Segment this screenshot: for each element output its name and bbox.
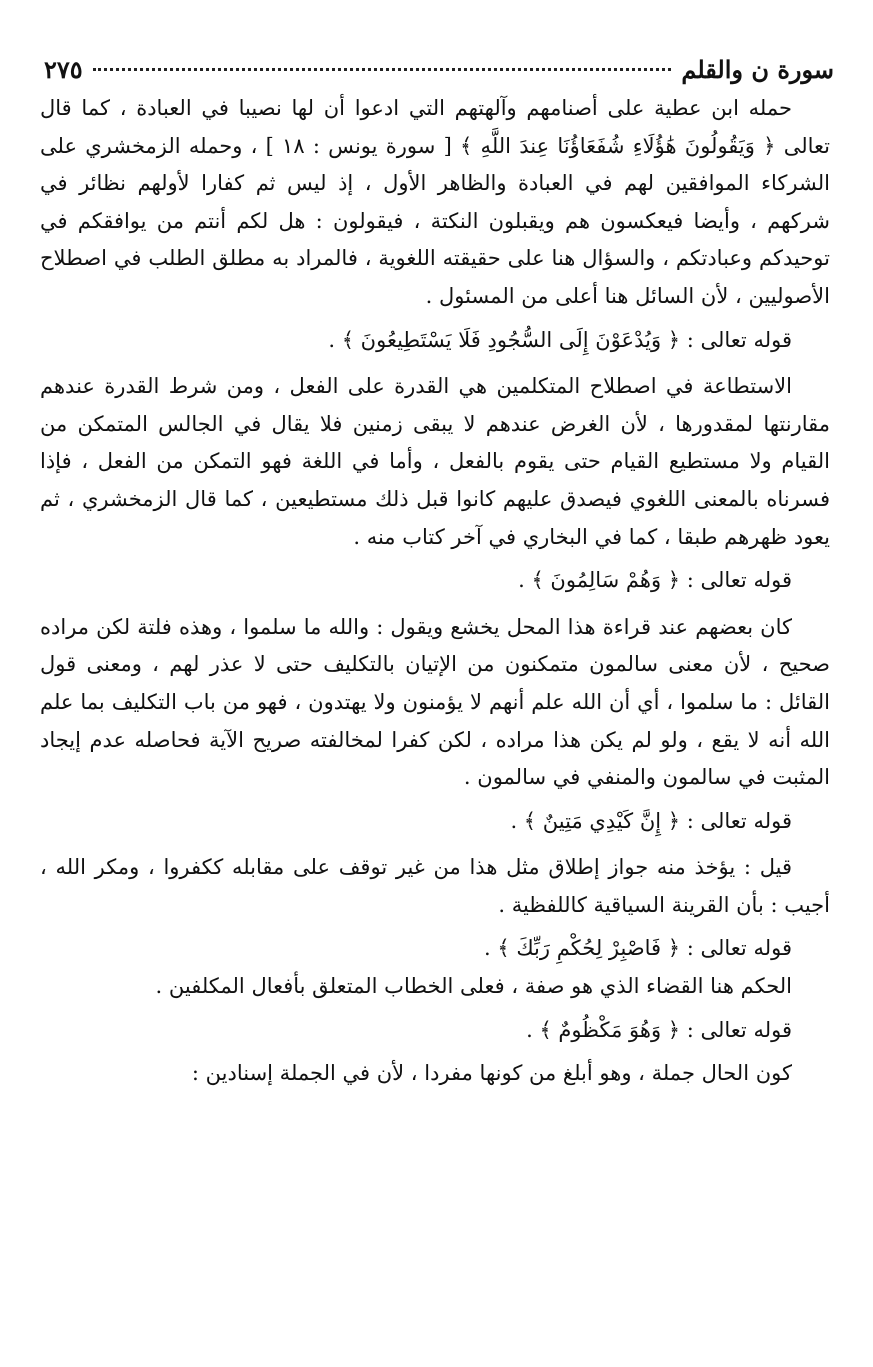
dotted-leader (93, 68, 672, 71)
page-body (40, 90, 830, 1093)
paragraph-2: الاستطاعة في اصطلاح المتكلمين هي القدرة على الفعل ، ومن شرط القدرة عندهم مقارنتها لمقدورها ، لأن الغرض عندهم لا يبقى زمنين فلا يقال في الجالس المتمكن من القيام ولا مستطيع القيام حتى يقوم بالفعل ، وأما في اللغة فهو التمكن من الفعل ، فإذا فسرناه بالمعنى اللغوي فيصدق عليهم كانوا قبل ذلك مستطيعين ، كما قال الزمخشري ، ثم يعود ظهرهم طبقا ، كما في البخاري في آخر كتاب منه . (40, 374, 830, 549)
verse-heading-4: قوله تعالى : ﴿ فَاصْبِرْ لِحُكْمِ رَبِّكَ ﴾ . (484, 936, 792, 961)
paragraph-6: كون الحال جملة ، وهو أبلغ من كونها مفردا ، لأن في الجملة إسنادين : (191, 1061, 792, 1086)
paragraph-5: الحكم هنا القضاء الذي هو صفة ، فعلى الخطاب المتعلق بأفعال المكلفين . (155, 974, 792, 999)
verse-heading-2: قوله تعالى : ﴿ وَهُمْ سَالِمُونَ ﴾ . (518, 568, 792, 593)
surah-title: سورة ن والقلم (681, 54, 834, 84)
paragraph-4: قيل : يؤخذ منه جواز إطلاق مثل هذا من غير توقف على مقابله ككفروا ، ومكر الله ، أجيب : بأن القرينة السياقية كاللفظية . (40, 855, 830, 917)
verse-heading-1: قوله تعالى : ﴿ وَيُدْعَوْنَ إِلَى السُّجُودِ فَلَا يَسْتَطِيعُونَ ﴾ . (328, 327, 792, 352)
paragraph-1: حمله ابن عطية على أصنامهم وآلهتهم التي ادعوا أن لها نصيبا في العبادة ، كما قال تعالى ﴿ وَيَقُولُونَ هَٰؤُلَاءِ شُفَعَاؤُنَا عِندَ اللَّهِ ﴾ [ سورة يونس : ١٨ ] ، وحمله الزمخشري على الشركاء الموافقين لهم في العبادة والظاهر الأول ، إذ ليس ثم كفارا لأولهم نظائر في شركهم ، وأيضا فيعكسون هم ويقبلون النكتة ، فيقولون : هل لكم أنتم من يوافقكم في توحيدكم وعبادتكم ، والسؤال هنا على حقيقته اللغوية ، فالمراد به مطلق الطلب في اصطلاح الأصوليين ، لأن السائل هنا أعلى من المسئول . (40, 96, 830, 308)
page-header (44, 52, 834, 86)
page-number: ٢٧٥ (44, 54, 83, 84)
verse-heading-5: قوله تعالى : ﴿ وَهُوَ مَكْظُومٌ ﴾ . (526, 1017, 792, 1042)
verse-heading-3: قوله تعالى : ﴿ إِنَّ كَيْدِي مَتِينٌ ﴾ . (510, 808, 792, 833)
paragraph-3: كان بعضهم عند قراءة هذا المحل يخشع ويقول : والله ما سلموا ، وهذه فلتة لكن مراده صحيح ، لأن معنى سالمون متمكنون من الإتيان بالتكليف حتى لا عذر لهم ، ومعنى قول القائل : ما سلموا ، أي أن الله علم أنهم لا يؤمنون ولا يهتدون ، فهو من باب التكليف بما علم الله أنه لا يقع ، ولو لم يكن هذا مراده ، لكن كفرا لمخالفته صريح الآية فحاصله عدم إيجاد المثبت في سالمون والمنفي في سالمون . (40, 614, 830, 790)
